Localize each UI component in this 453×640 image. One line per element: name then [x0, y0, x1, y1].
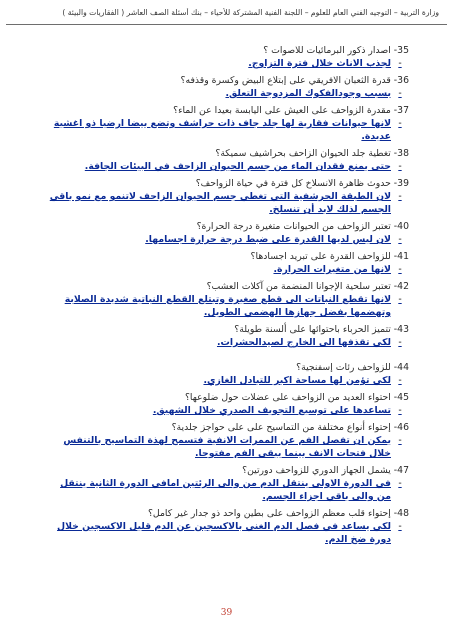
- answer-text: تساعدها على توسيع التجويف الصدري خلال الشهيق.: [152, 405, 391, 416]
- answer-line: [44, 263, 409, 276]
- answer-bullet: -: [398, 294, 402, 305]
- answer-line: [44, 87, 409, 100]
- answer-text: لانها من متغيرات الحرارة.: [273, 264, 391, 275]
- question-text: 42- تعتبر سلحية الإجوانا المنضمة من آكلات العشب؟: [206, 281, 409, 292]
- answer-text: لانها تقطع النباتات الى قطع صغيرة وتبتلع القطع النباتية شديدة الصلابة وتهضمها بفضل جهازها الهضمي الطويل.: [64, 294, 391, 318]
- question-item: [44, 250, 409, 276]
- answer-text: لكي تقذفها الى الخارج لصيدالحشرات.: [216, 337, 391, 348]
- question-text: 44- للزواحف رئات إسفنجية؟: [296, 362, 409, 373]
- answer-text: لان ليس لديها القدرة على ضبط درجة حرارة اجسامها.: [145, 234, 391, 245]
- question-item: [44, 147, 409, 173]
- answer-bullet: -: [398, 375, 402, 386]
- answer-line: [44, 374, 409, 387]
- answer-line: [44, 404, 409, 417]
- answer-bullet: -: [398, 234, 402, 245]
- question-text: 47- يشمل الجهاز الدوري للزواحف دورتين؟: [242, 465, 409, 476]
- answer-bullet: -: [398, 191, 402, 202]
- question-text: 48- إحتواء قلب معظم الزواحف على بطين واحد ذو جدار غير كامل؟: [147, 508, 409, 519]
- answer-line: [44, 190, 409, 216]
- answer-text: بسبب وجودالفكوك المزدوجة التعلق.: [225, 88, 391, 99]
- answer-text: يمكن ان تفصل الفم عن الممرات الانفية فتسمح لهذة التماسيح بالتنفس خلال فتحات الانف بينما يبقى الفم مفتوحا.: [63, 435, 391, 459]
- answer-bullet: -: [398, 58, 402, 69]
- question-item: [44, 323, 409, 349]
- question-item: [44, 177, 409, 216]
- answer-text: لان الطبقة الحرشفية التي تغطي جسم الحيوان الزاحف لاتنمو مع نمو باقي الجسم لذلك لابد أن تنسلخ.: [49, 191, 391, 215]
- question-text: 41- للزواحف القدرة على تبريد اجسادها؟: [250, 251, 409, 262]
- answer-line: [44, 233, 409, 246]
- answer-line: [44, 117, 409, 143]
- question-item: [44, 220, 409, 246]
- answer-text: لكي تؤمن لها مساحة اكبر للتبادل الغازي.: [203, 375, 391, 386]
- question-text: 36- قدرة الثعبان الافريقي على إبتلاع البيض وكسرة وقذفه؟: [180, 75, 409, 86]
- page-header: وزارة التربية – التوجيه الفني العام للعلوم – اللجنة الفنية المشتركة للأحياء – بنك أسئلة الصف العاشر ( الفقاريات والبيئة ): [62, 8, 439, 17]
- question-item: [44, 421, 409, 460]
- answer-line: [44, 293, 409, 319]
- question-list: [44, 44, 409, 600]
- answer-bullet: -: [398, 161, 402, 172]
- question-item: [44, 104, 409, 143]
- answer-text: في الدورة الاولى ينتقل الدم من والى الرئتين امافي الدورة الثانية ينتقل من والى باقي اجزاء الجسم.: [60, 478, 391, 502]
- answer-line: [44, 336, 409, 349]
- question-text: 45- احتواء العديد من الزواحف على عضلات حول ضلوعها؟: [185, 392, 409, 403]
- answer-line: [44, 477, 409, 503]
- answer-line: [44, 520, 409, 546]
- answer-bullet: -: [398, 88, 402, 99]
- question-text: 37- مقدرة الزواحف على العيش على اليابسة بعيدا عن الماء؟: [173, 105, 409, 116]
- question-item: [44, 507, 409, 546]
- answer-bullet: -: [398, 478, 402, 489]
- answer-bullet: -: [398, 521, 402, 532]
- question-text: 38- تغطية جلد الحيوان الزاحف بحراشيف سميكة؟: [215, 148, 409, 159]
- question-item: [44, 280, 409, 319]
- question-text: 43- تتميز الحرباء باحتوائها على ألسنة طويلة؟: [234, 324, 409, 335]
- answer-text: لكي يساعد في فصل الدم الغني بالاكسجين عن الدم قليل الاكسجين خلال دورة ضخ الدم.: [57, 521, 391, 545]
- answer-text: لانها حيوانات فقارية لها جلد جاف ذات حراشف وتضع بيضا ارضيا ذو اغشية عديدة.: [53, 118, 391, 142]
- answer-bullet: -: [398, 435, 402, 446]
- answer-bullet: -: [398, 405, 402, 416]
- answer-line: [44, 57, 409, 70]
- answer-line: [44, 160, 409, 173]
- answer-text: لجذب الاناث خلال فترة التزاوج.: [248, 58, 391, 69]
- answer-bullet: -: [398, 337, 402, 348]
- page-number: 39: [220, 608, 233, 618]
- question-text: 35- اصدار ذكور البرمائيات للاصوات ؟: [263, 45, 409, 56]
- question-item: [44, 464, 409, 503]
- answer-line: [44, 434, 409, 460]
- answer-bullet: -: [398, 264, 402, 275]
- question-item: [44, 391, 409, 417]
- answer-text: حتى يمنع فقدان الماء من جسم الحيوان الزاحف في البيئات الجافة.: [84, 161, 391, 172]
- question-item: [44, 361, 409, 387]
- header-divider: [6, 24, 447, 25]
- answer-bullet: -: [398, 118, 402, 129]
- question-item: [44, 44, 409, 70]
- question-item: [44, 74, 409, 100]
- question-text: 40- تعتبر الزواحف من الحيوانات متغيرة درجة الحرارة؟: [196, 221, 409, 232]
- question-text: 39- حدوث ظاهرة الانسلاخ كل فترة في حياة الزواحف؟: [195, 178, 409, 189]
- question-text: 46- إحتواء أنواع مختلفة من التماسيح على على حواجز جلدية؟: [171, 422, 409, 433]
